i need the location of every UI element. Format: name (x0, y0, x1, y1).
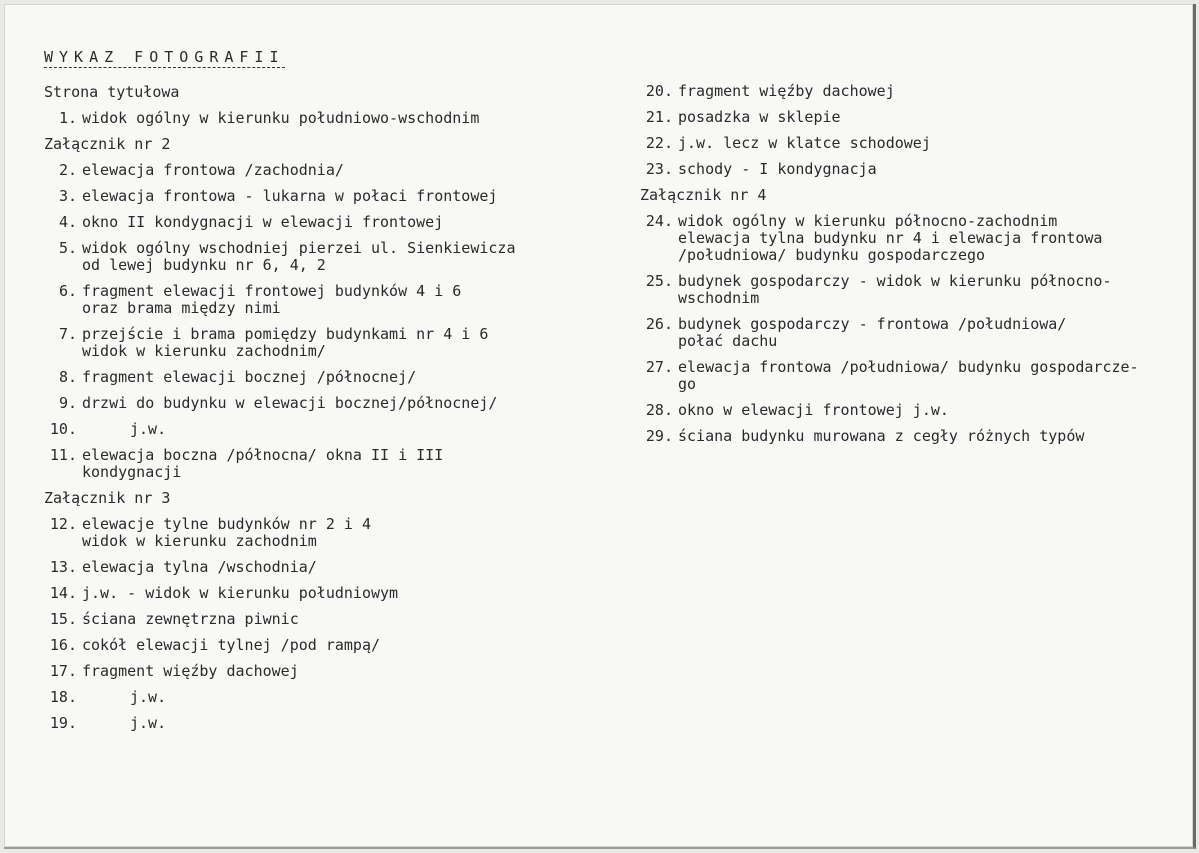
photo-number: 9. (58, 394, 77, 412)
photo-description: j.w. lecz w klatce schodowej (678, 134, 931, 152)
photo-list-item (44, 110, 604, 127)
section-heading: Strona tytułowa (44, 83, 180, 101)
photo-list-item (640, 359, 1190, 393)
photo-description: ściana zewnętrzna piwnic (82, 610, 299, 628)
photo-description: posadzka w sklepie (678, 108, 841, 126)
photo-description: elewacja boczna /północna/ okna II i III kondygnacji (82, 446, 444, 481)
photo-list-item (640, 402, 1190, 419)
photo-description: widok ogólny w kierunku południowo-wschodnim (82, 109, 480, 127)
photo-number: 16. (49, 636, 77, 654)
photo-number: 11. (49, 446, 77, 464)
photo-list-item (44, 637, 604, 654)
photo-description: fragment elewacji bocznej /północnej/ (82, 368, 417, 386)
photo-number: 27. (645, 358, 673, 376)
photo-list-item (44, 162, 604, 179)
photo-number: 19. (49, 714, 77, 732)
photo-number: 13. (49, 558, 77, 576)
photo-list-item (44, 663, 604, 680)
document-page (4, 4, 1196, 849)
section-heading: Załącznik nr 4 (640, 186, 767, 204)
document-title: WYKAZ FOTOGRAFII (44, 48, 285, 66)
photo-description: fragment więźby dachowej (82, 662, 299, 680)
photo-list-item (44, 188, 604, 205)
photo-list-item (44, 326, 604, 360)
photo-description: elewacja tylna /wschodnia/ (82, 558, 317, 576)
photo-description: przejście i brama pomiędzy budynkami nr 4 i 6 widok w kierunku zachodnim/ (82, 325, 489, 360)
photo-list-item (640, 109, 1190, 126)
photo-list-item (640, 161, 1190, 178)
right-column (640, 83, 1190, 454)
photo-list-item (640, 83, 1190, 100)
photo-number: 29. (645, 427, 673, 445)
photo-description: budynek gospodarczy - frontowa /południowa/ połać dachu (678, 315, 1067, 350)
photo-number: 5. (58, 239, 77, 257)
section-heading: Załącznik nr 2 (44, 135, 171, 153)
photo-description: elewacja frontowa /południowa/ budynku gospodarcze- go (678, 358, 1139, 393)
photo-description: schody - I kondygnacja (678, 160, 877, 178)
photo-number: 3. (58, 187, 77, 205)
photo-number: 20. (645, 82, 673, 100)
photo-list-item (640, 428, 1190, 445)
photo-description: fragment więźby dachowej (678, 82, 895, 100)
photo-number: 22. (645, 134, 673, 152)
photo-number: 10. (49, 420, 77, 438)
photo-list-item (640, 135, 1190, 152)
photo-description: okno w elewacji frontowej j.w. (678, 401, 949, 419)
photo-list-item (44, 585, 604, 602)
photo-number: 7. (58, 325, 77, 343)
photo-number: 23. (645, 160, 673, 178)
photo-description: elewacja frontowa - lukarna w połaci frontowej (82, 187, 498, 205)
photo-number: 1. (58, 109, 77, 127)
photo-description: cokół elewacji tylnej /pod rampą/ (82, 636, 381, 654)
photo-list-item (44, 421, 604, 438)
photo-description: j.w. (130, 420, 167, 438)
photo-description: elewacje tylne budynków nr 2 i 4 widok w kierunku zachodnim (82, 515, 371, 550)
photo-description: drzwi do budynku w elewacji bocznej/północnej/ (82, 394, 498, 412)
photo-list-item (44, 240, 604, 274)
photo-number: 6. (58, 282, 77, 300)
photo-number: 14. (49, 584, 77, 602)
photo-list-item (640, 273, 1190, 307)
photo-number: 18. (49, 688, 77, 706)
photo-number: 21. (645, 108, 673, 126)
photo-description: elewacja frontowa /zachodnia/ (82, 161, 344, 179)
photo-list-item (44, 715, 604, 732)
photo-list-item (44, 395, 604, 412)
photo-description: budynek gospodarczy - widok w kierunku północno- wschodnim (678, 272, 1112, 307)
photo-list-item (44, 611, 604, 628)
photo-list-item (44, 516, 604, 550)
photo-number: 28. (645, 401, 673, 419)
photo-number: 4. (58, 213, 77, 231)
photo-list-item (44, 689, 604, 706)
left-column (44, 84, 604, 741)
photo-number: 26. (645, 315, 673, 333)
photo-list-item (44, 214, 604, 231)
photo-description: widok ogólny wschodniej pierzei ul. Sienkiewicza od lewej budynku nr 6, 4, 2 (82, 239, 516, 274)
photo-description: j.w. - widok w kierunku południowym (82, 584, 399, 602)
photo-number: 15. (49, 610, 77, 628)
photo-number: 2. (58, 161, 77, 179)
photo-list-item (44, 559, 604, 576)
photo-description: ściana budynku murowana z cegły różnych typów (678, 427, 1085, 445)
section-heading: Załącznik nr 3 (44, 489, 171, 507)
photo-list-item (44, 369, 604, 386)
photo-description: j.w. (130, 714, 167, 732)
photo-number: 24. (645, 212, 673, 230)
photo-description: okno II kondygnacji w elewacji frontowej (82, 213, 444, 231)
photo-description: fragment elewacji frontowej budynków 4 i 6 oraz brama między nimi (82, 282, 462, 317)
photo-list-item (640, 316, 1190, 350)
photo-number: 12. (49, 515, 77, 533)
photo-list-item (640, 213, 1190, 264)
photo-description: j.w. (130, 688, 167, 706)
photo-description: widok ogólny w kierunku północno-zachodnim elewacja tylna budynku nr 4 i elewacja frontowa /południowa/ budynku gospodarczego (678, 212, 1103, 264)
photo-number: 17. (49, 662, 77, 680)
photo-number: 8. (58, 368, 77, 386)
photo-number: 25. (645, 272, 673, 290)
photo-list-item (44, 283, 604, 317)
photo-list-item (44, 447, 604, 481)
